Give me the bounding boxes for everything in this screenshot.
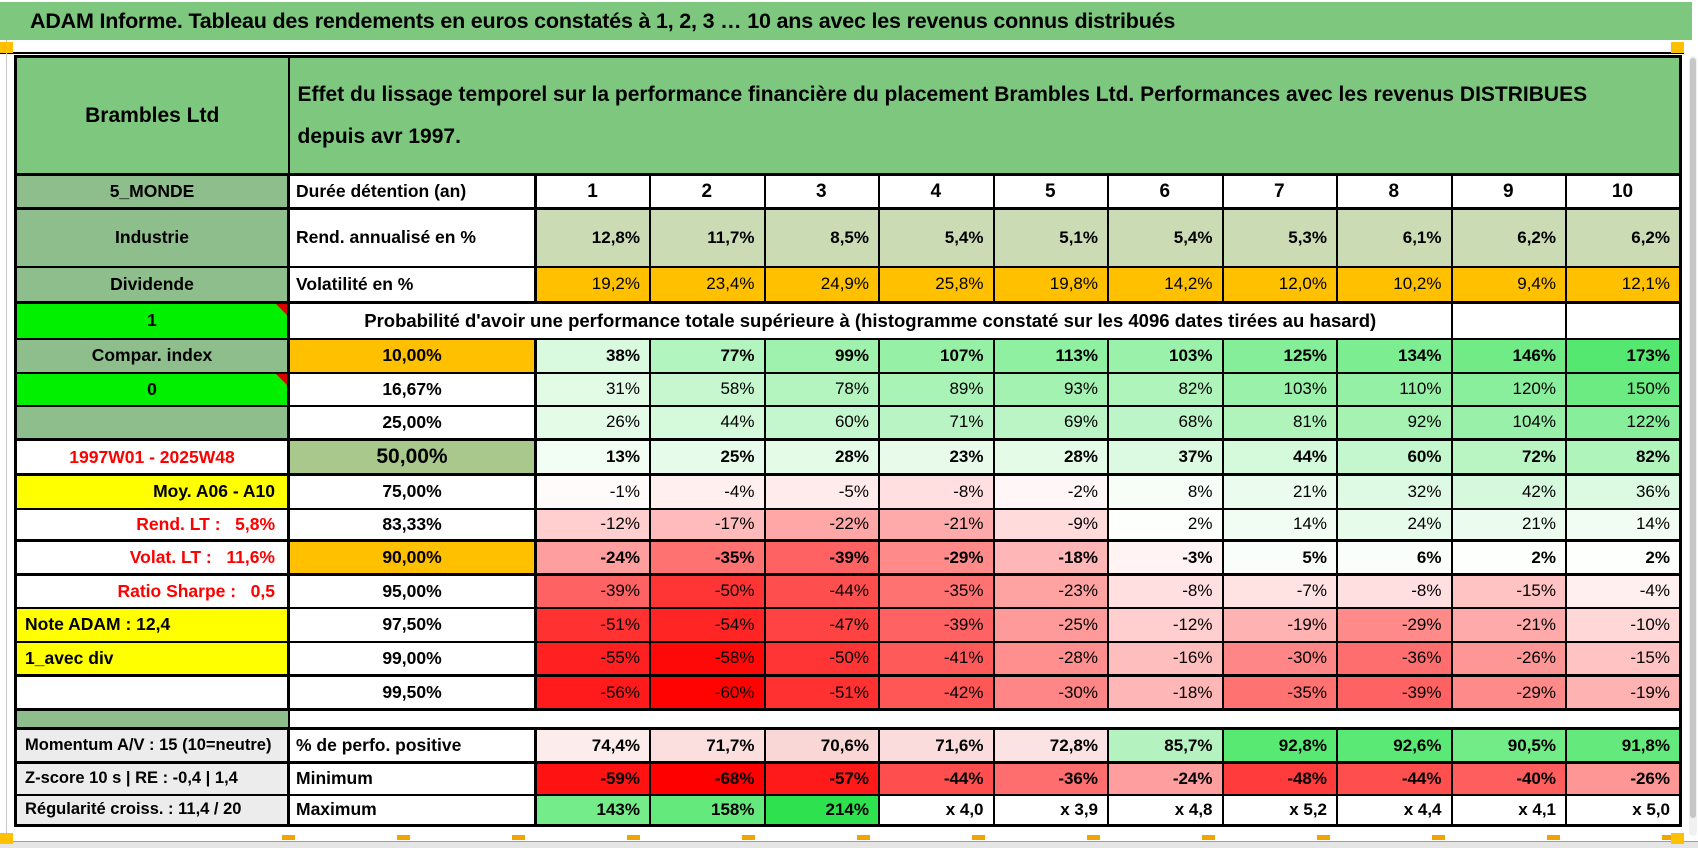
cell-p1667-y2[interactable]: 58% [650,373,765,406]
cell-p50-y1[interactable]: 13% [536,440,651,475]
cell-p99-y3[interactable]: -50% [765,642,880,676]
cell-p75-y4[interactable]: -8% [879,475,994,509]
cell-p9950-y10[interactable]: -19% [1566,676,1681,710]
cell-p8333-y7[interactable]: 14% [1223,509,1338,541]
cell-p10-y2[interactable]: 77% [650,339,765,373]
cell-min-y2[interactable]: -68% [650,763,765,795]
measure-label-p95[interactable]: 95,00% [289,575,536,608]
measure-label-p50[interactable]: 50,00% [289,440,536,475]
cell-colhdr-y8[interactable]: 8 [1337,175,1452,209]
cell-max-y1[interactable]: 143% [536,795,651,826]
cell-p50-y5[interactable]: 28% [994,440,1109,475]
cell-p1667-y7[interactable]: 103% [1223,373,1338,406]
cell-p90-y4[interactable]: -29% [879,541,994,575]
cell-p9750-y6[interactable]: -12% [1108,608,1223,642]
row-label-p9950[interactable] [16,676,289,710]
cell-p25-y5[interactable]: 69% [994,406,1109,440]
cell-p75-y1[interactable]: -1% [536,475,651,509]
cell-max-y3[interactable]: 214% [765,795,880,826]
cell-max-y2[interactable]: 158% [650,795,765,826]
cell-p8333-y6[interactable]: 2% [1108,509,1223,541]
cell-p9950-y3[interactable]: -51% [765,676,880,710]
cell-p90-y5[interactable]: -18% [994,541,1109,575]
cell-p99-y5[interactable]: -28% [994,642,1109,676]
cell-p75-y9[interactable]: 42% [1452,475,1567,509]
cell-p1667-y6[interactable]: 82% [1108,373,1223,406]
cell-perfo-y4[interactable]: 71,6% [879,729,994,763]
cell-p50-y9[interactable]: 72% [1452,440,1567,475]
cell-p8333-y10[interactable]: 14% [1566,509,1681,541]
cell-p9750-y10[interactable]: -10% [1566,608,1681,642]
cell-perfo-y8[interactable]: 92,6% [1337,729,1452,763]
scrollbar-thumb[interactable] [1690,58,1696,818]
row-label-p90[interactable]: Volat. LT : 11,6% [16,541,289,575]
cell-prob-y10[interactable] [1566,303,1681,339]
cell-vol-y4[interactable]: 25,8% [879,267,994,303]
cell-p50-y8[interactable]: 60% [1337,440,1452,475]
cell-p95-y7[interactable]: -7% [1223,575,1338,608]
cell-p25-y9[interactable]: 104% [1452,406,1567,440]
cell-p9750-y4[interactable]: -39% [879,608,994,642]
cell-min-y8[interactable]: -44% [1337,763,1452,795]
measure-label-rend[interactable]: Rend. annualisé en % [289,209,536,267]
measure-label-p25[interactable]: 25,00% [289,406,536,440]
cell-p9950-y9[interactable]: -29% [1452,676,1567,710]
row-label-p25[interactable] [16,406,289,440]
cell-p99-y7[interactable]: -30% [1223,642,1338,676]
row-label-p8333[interactable]: Rend. LT : 5,8% [16,509,289,541]
cell-min-y9[interactable]: -40% [1452,763,1567,795]
comment-marker-icon [276,304,287,315]
cell-max-y7[interactable]: x 5,2 [1223,795,1338,826]
row-label-p10[interactable]: Compar. index [16,339,289,373]
measure-label-p90[interactable]: 90,00% [289,541,536,575]
cell-max-y9[interactable]: x 4,1 [1452,795,1567,826]
cell-p90-y7[interactable]: 5% [1223,541,1338,575]
cell-min-y5[interactable]: -36% [994,763,1109,795]
cell-rend-y7[interactable]: 5,3% [1223,209,1338,267]
row-label-p50[interactable]: 1997W01 - 2025W48 [16,440,289,475]
cell-rend-y8[interactable]: 6,1% [1337,209,1452,267]
cell-perfo-y10[interactable]: 91,8% [1566,729,1681,763]
cell-p99-y8[interactable]: -36% [1337,642,1452,676]
row-label-p75[interactable]: Moy. A06 - A10 [16,475,289,509]
cell-prob-y9[interactable] [1452,303,1567,339]
cell-p75-y8[interactable]: 32% [1337,475,1452,509]
measure-label-p1667[interactable]: 16,67% [289,373,536,406]
cell-vol-y2[interactable]: 23,4% [650,267,765,303]
cell-p9950-y8[interactable]: -39% [1337,676,1452,710]
cell-vol-y9[interactable]: 9,4% [1452,267,1567,303]
page-break-markers [282,835,1682,840]
cell-perfo-y9[interactable]: 90,5% [1452,729,1567,763]
cell-p25-y1[interactable]: 26% [536,406,651,440]
cell-min-y1[interactable]: -59% [536,763,651,795]
print-corner-marker [1671,42,1684,53]
row-label-p1667[interactable]: 0 [16,373,289,406]
measure-label-colhdr[interactable]: Durée détention (an) [289,175,536,209]
cell-p50-y4[interactable]: 23% [879,440,994,475]
row-label-min[interactable]: Z-score 10 s | RE : -0,4 | 1,4 [16,763,289,795]
cell-p25-y4[interactable]: 71% [879,406,994,440]
cell-p8333-y2[interactable]: -17% [650,509,765,541]
cell-colhdr-y7[interactable]: 7 [1223,175,1338,209]
cell-p25-y2[interactable]: 44% [650,406,765,440]
row-label-rend[interactable]: Industrie [16,209,289,267]
measure-label-p8333[interactable]: 83,33% [289,509,536,541]
cell-colhdr-y4[interactable]: 4 [879,175,994,209]
cell-p9950-y5[interactable]: -30% [994,676,1109,710]
cell-p90-y8[interactable]: 6% [1337,541,1452,575]
cell-p95-y3[interactable]: -44% [765,575,880,608]
cell-p9950-y1[interactable]: -56% [536,676,651,710]
cell-p1667-y3[interactable]: 78% [765,373,880,406]
measure-label-p10[interactable]: 10,00% [289,339,536,373]
cell-p75-y6[interactable]: 8% [1108,475,1223,509]
cell-p10-y1[interactable]: 38% [536,339,651,373]
cell-p50-y10[interactable]: 82% [1566,440,1681,475]
cell-p99-y6[interactable]: -16% [1108,642,1223,676]
cell-p8333-y1[interactable]: -12% [536,509,651,541]
cell-p95-y6[interactable]: -8% [1108,575,1223,608]
cell-p10-y10[interactable]: 173% [1566,339,1681,373]
cell-p95-y2[interactable]: -50% [650,575,765,608]
cell-p25-y8[interactable]: 92% [1337,406,1452,440]
cell-p9750-y5[interactable]: -25% [994,608,1109,642]
comment-marker-icon [276,374,287,385]
row-label-p95[interactable]: Ratio Sharpe : 0,5 [16,575,289,608]
cell-p90-y2[interactable]: -35% [650,541,765,575]
measure-label-perfo[interactable]: % de perfo. positive [289,729,536,763]
measure-label-p75[interactable]: 75,00% [289,475,536,509]
print-area-top-edge [0,52,1684,54]
row-label-p9750[interactable]: Note ADAM : 12,4 [16,608,289,642]
cell-p1667-y1[interactable]: 31% [536,373,651,406]
cell-vol-y10[interactable]: 12,1% [1566,267,1681,303]
print-corner-marker [0,833,13,844]
cell-min-y4[interactable]: -44% [879,763,994,795]
cell-colhdr-y3[interactable]: 3 [765,175,880,209]
cell-min-y3[interactable]: -57% [765,763,880,795]
cell-p10-y4[interactable]: 107% [879,339,994,373]
cell-p10-y3[interactable]: 99% [765,339,880,373]
cell-p9750-y7[interactable]: -19% [1223,608,1338,642]
measure-label-min[interactable]: Minimum [289,763,536,795]
cell-p9750-y2[interactable]: -54% [650,608,765,642]
cell-max-y4[interactable]: x 4,0 [879,795,994,826]
cell-p99-y1[interactable]: -55% [536,642,651,676]
cell-max-y5[interactable]: x 3,9 [994,795,1109,826]
cell-p90-y10[interactable]: 2% [1566,541,1681,575]
cell-max-y10[interactable]: x 5,0 [1566,795,1681,826]
cell-p9950-y2[interactable]: -60% [650,676,765,710]
cell-p95-y9[interactable]: -15% [1452,575,1567,608]
cell-p99-y2[interactable]: -58% [650,642,765,676]
cell-p90-y1[interactable]: -24% [536,541,651,575]
cell-p1667-y5[interactable]: 93% [994,373,1109,406]
cell-min-y6[interactable]: -24% [1108,763,1223,795]
cell-colhdr-y2[interactable]: 2 [650,175,765,209]
cell-colhdr-y5[interactable]: 5 [994,175,1109,209]
cell-p9950-y7[interactable]: -35% [1223,676,1338,710]
cell-colhdr-y9[interactable]: 9 [1452,175,1567,209]
cell-rend-y1[interactable]: 12,8% [536,209,651,267]
probability-caption[interactable]: Probabilité d'avoir une performance totale supérieure à (histogramme constaté sur les 4096 dates tirées au hasard) [289,303,1452,339]
cell-rend-y4[interactable]: 5,4% [879,209,994,267]
measure-label-p9950[interactable]: 99,50% [289,676,536,710]
measure-label-vol[interactable]: Volatilité en % [289,267,536,303]
cell-perfo-y7[interactable]: 92,8% [1223,729,1338,763]
cell-p25-y6[interactable]: 68% [1108,406,1223,440]
cell-p1667-y10[interactable]: 150% [1566,373,1681,406]
window-left-edge [6,40,7,840]
cell-p8333-y3[interactable]: -22% [765,509,880,541]
cell-vol-y8[interactable]: 10,2% [1337,267,1452,303]
print-corner-marker [1671,833,1684,844]
cell-colhdr-y10[interactable]: 10 [1566,175,1681,209]
cell-rend-y2[interactable]: 11,7% [650,209,765,267]
cell-rend-y9[interactable]: 6,2% [1452,209,1567,267]
instrument-name[interactable]: Brambles Ltd [16,57,289,175]
cell-p95-y4[interactable]: -35% [879,575,994,608]
cell-p95-y5[interactable]: -23% [994,575,1109,608]
cell-p99-y9[interactable]: -26% [1452,642,1567,676]
cell-p9750-y1[interactable]: -51% [536,608,651,642]
cell-p9950-y4[interactable]: -42% [879,676,994,710]
cell-p75-y3[interactable]: -5% [765,475,880,509]
cell-p25-y10[interactable]: 122% [1566,406,1681,440]
cell-p8333-y5[interactable]: -9% [994,509,1109,541]
cell-perfo-y3[interactable]: 70,6% [765,729,880,763]
cell-min-y7[interactable]: -48% [1223,763,1338,795]
cell-p90-y3[interactable]: -39% [765,541,880,575]
cell-perfo-y1[interactable]: 74,4% [536,729,651,763]
row-label-prob[interactable]: 1 [16,303,289,339]
cell-max-y6[interactable]: x 4,8 [1108,795,1223,826]
measure-label-max[interactable]: Maximum [289,795,536,826]
cell-p10-y8[interactable]: 134% [1337,339,1452,373]
cell-p75-y5[interactable]: -2% [994,475,1109,509]
row-label-max[interactable]: Régularité croiss. : 11,4 / 20 [16,795,289,826]
cell-p10-y5[interactable]: 113% [994,339,1109,373]
cell-vol-y6[interactable]: 14,2% [1108,267,1223,303]
cell-p90-y9[interactable]: 2% [1452,541,1567,575]
cell-rend-y5[interactable]: 5,1% [994,209,1109,267]
cell-p1667-y8[interactable]: 110% [1337,373,1452,406]
cell-p9750-y3[interactable]: -47% [765,608,880,642]
row-label-perfo[interactable]: Momentum A/V : 15 (10=neutre) [16,729,289,763]
cell-p95-y10[interactable]: -4% [1566,575,1681,608]
performance-table [14,55,1682,827]
cell-p9950-y6[interactable]: -18% [1108,676,1223,710]
cell-p8333-y8[interactable]: 24% [1337,509,1452,541]
cell-perfo-y6[interactable]: 85,7% [1108,729,1223,763]
cell-perfo-y5[interactable]: 72,8% [994,729,1109,763]
cell-p8333-y9[interactable]: 21% [1452,509,1567,541]
cell-p50-y3[interactable]: 28% [765,440,880,475]
cell-p90-y6[interactable]: -3% [1108,541,1223,575]
cell-p50-y6[interactable]: 37% [1108,440,1223,475]
cell-p25-y7[interactable]: 81% [1223,406,1338,440]
cell-vol-y3[interactable]: 24,9% [765,267,880,303]
cell-p10-y9[interactable]: 146% [1452,339,1567,373]
cell-p99-y4[interactable]: -41% [879,642,994,676]
cell-p75-y2[interactable]: -4% [650,475,765,509]
separator-space [289,710,1681,729]
cell-p9750-y8[interactable]: -29% [1337,608,1452,642]
print-corner-marker [0,42,13,53]
cell-rend-y10[interactable]: 6,2% [1566,209,1681,267]
measure-label-p99[interactable]: 99,00% [289,642,536,676]
cell-rend-y3[interactable]: 8,5% [765,209,880,267]
cell-p50-y7[interactable]: 44% [1223,440,1338,475]
cell-p75-y7[interactable]: 21% [1223,475,1338,509]
row-label-sep[interactable] [16,710,289,729]
row-label-vol[interactable]: Dividende [16,267,289,303]
vertical-scrollbar[interactable] [1689,56,1697,836]
window-bottom-edge [0,841,1698,848]
measure-label-p9750[interactable]: 97,50% [289,608,536,642]
cell-p95-y1[interactable]: -39% [536,575,651,608]
cell-colhdr-y1[interactable]: 1 [536,175,651,209]
cell-p75-y10[interactable]: 36% [1566,475,1681,509]
cell-rend-y6[interactable]: 5,4% [1108,209,1223,267]
row-label-colhdr[interactable]: 5_MONDE [16,175,289,209]
cell-perfo-y2[interactable]: 71,7% [650,729,765,763]
cell-colhdr-y6[interactable]: 6 [1108,175,1223,209]
cell-p10-y6[interactable]: 103% [1108,339,1223,373]
table-body [16,175,1681,826]
cell-vol-y1[interactable]: 19,2% [536,267,651,303]
cell-p50-y2[interactable]: 25% [650,440,765,475]
cell-vol-y7[interactable]: 12,0% [1223,267,1338,303]
cell-p95-y8[interactable]: -8% [1337,575,1452,608]
cell-max-y8[interactable]: x 4,4 [1337,795,1452,826]
row-label-p99[interactable]: 1_avec div [16,642,289,676]
cell-p1667-y4[interactable]: 89% [879,373,994,406]
report-title: ADAM Informe. Tableau des rendements en euros constatés à 1, 2, 3 … 10 ans avec les revenus connus distribués [30,8,1176,33]
report-title-bar [0,2,1692,40]
cell-vol-y5[interactable]: 19,8% [994,267,1109,303]
cell-p25-y3[interactable]: 60% [765,406,880,440]
cell-p9750-y9[interactable]: -21% [1452,608,1567,642]
cell-p99-y10[interactable]: -15% [1566,642,1681,676]
cell-min-y10[interactable]: -26% [1566,763,1681,795]
cell-p8333-y4[interactable]: -21% [879,509,994,541]
cell-p1667-y9[interactable]: 120% [1452,373,1567,406]
table-description[interactable]: Effet du lissage temporel sur la performance financière du placement Brambles Ltd. Performances avec les revenus DISTRIBUES depuis avr 1997. [289,57,1681,175]
cell-p10-y7[interactable]: 125% [1223,339,1338,373]
